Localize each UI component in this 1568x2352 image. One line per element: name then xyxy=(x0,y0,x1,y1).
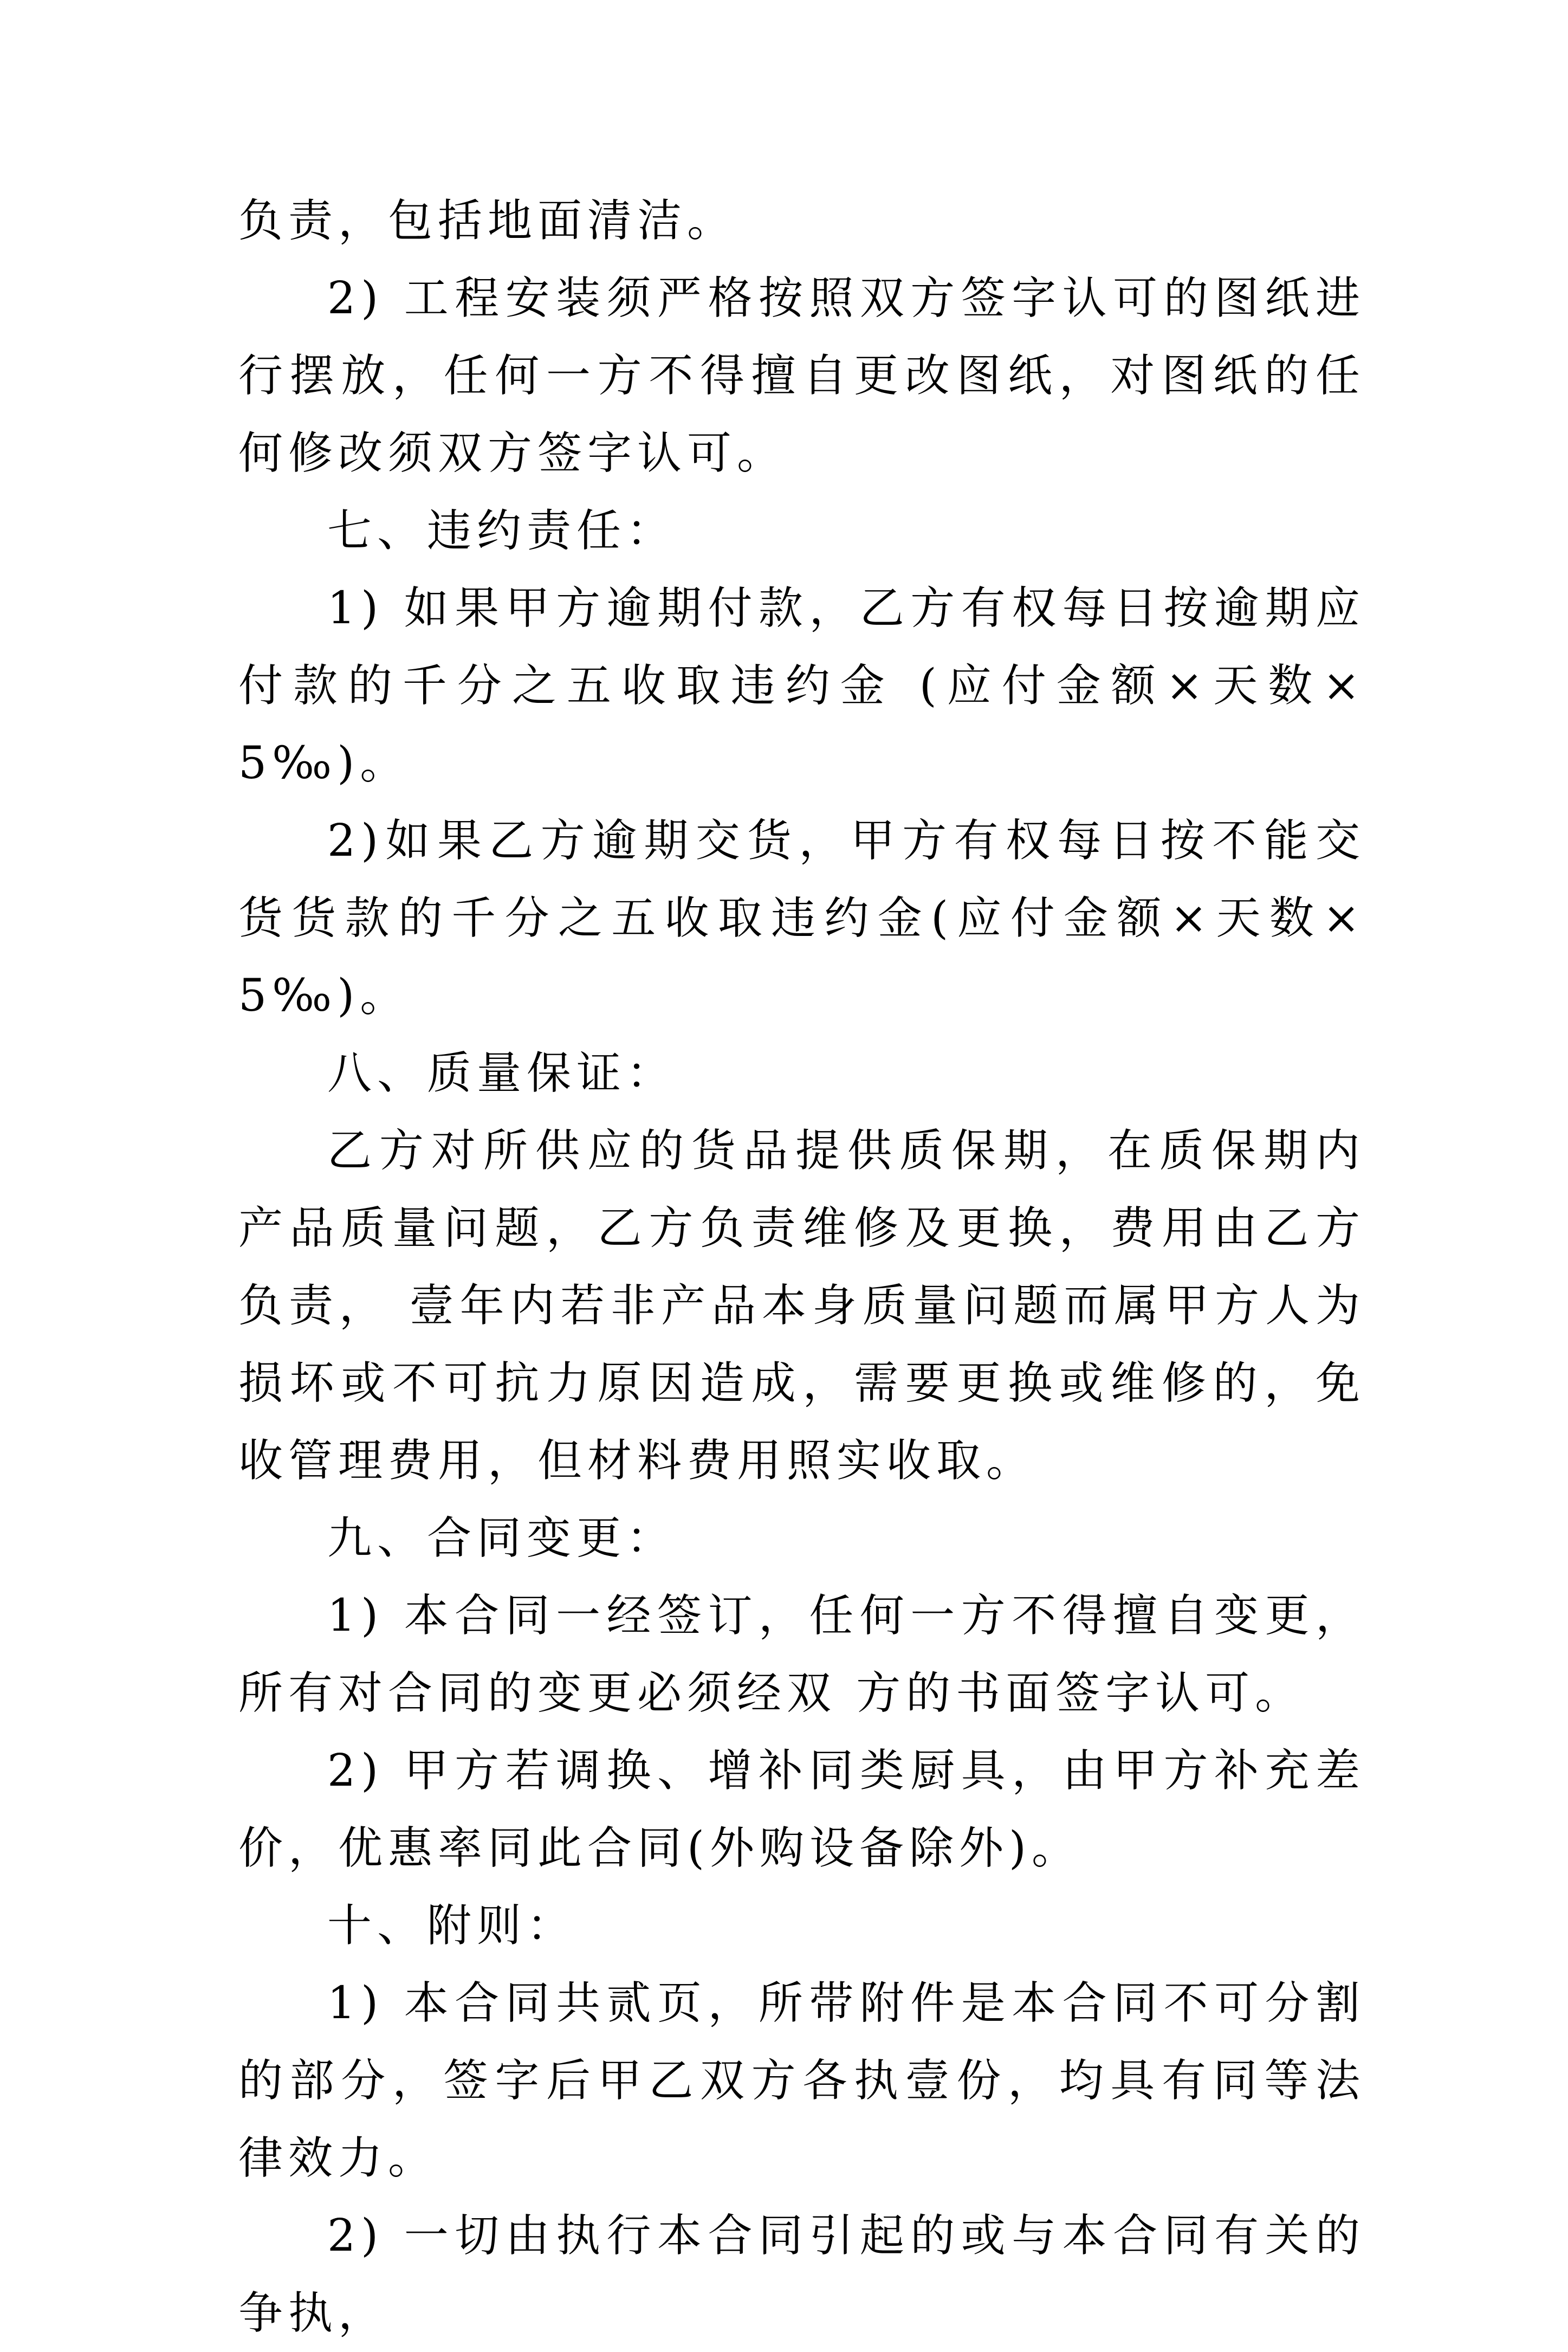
section-heading-8: 八、质量保证： xyxy=(327,1048,677,1099)
paragraph-clause-9-2: 2) 甲方若调换、增补同类厨具，由甲方补充差价，优惠率同此合同(外购设备除外)。 xyxy=(238,1745,1365,1874)
paragraph-continuation: 负责，包括地面清洁。 xyxy=(238,195,737,247)
paragraph-clause-6-2: 2) 工程安装须严格按照双方签字认可的图纸进行摆放，任何一方不得擅自更改图纸，对图纸的任何修改须双方签字认可。 xyxy=(238,273,1365,479)
document-body xyxy=(238,182,1365,2352)
paragraph-clause-10-2: 2) 一切由执行本合同引起的或与本合同有关的争执， xyxy=(238,2210,1365,2339)
section-heading-7: 七、违约责任： xyxy=(327,505,677,557)
paragraph-clause-7-1: 1) 如果甲方逾期付款，乙方有权每日按逾期应付款的千分之五收取违约金 (应付金额×天数×5‰)。 xyxy=(238,583,1365,789)
paragraph-clause-7-2: 2)如果乙方逾期交货，甲方有权每日按不能交货货款的千分之五收取违约金(应付金额×天数×5‰)。 xyxy=(238,815,1365,1022)
paragraph-clause-9-1: 1) 本合同一经签订，任何一方不得擅自变更，所有对合同的变更必须经双 方的书面签字认可。 xyxy=(238,1590,1365,1719)
section-heading-10: 十、附则： xyxy=(327,1900,577,1952)
paragraph-clause-8: 乙方对所供应的货品提供质保期，在质保期内产品质量问题，乙方负责维修及更换，费用由乙方负责， 壹年内若非产品本身质量问题而属甲方人为损坏或不可抗力原因造成，需要更换或维修的，免收管理费用，但材料费用照实收取。 xyxy=(238,1125,1365,1487)
section-heading-9: 九、合同变更： xyxy=(327,1513,677,1564)
paragraph-clause-10-1: 1) 本合同共贰页，所带附件是本合同不可分割的部分，签字后甲乙双方各执壹份，均具有同等法律效力。 xyxy=(238,1978,1365,2184)
